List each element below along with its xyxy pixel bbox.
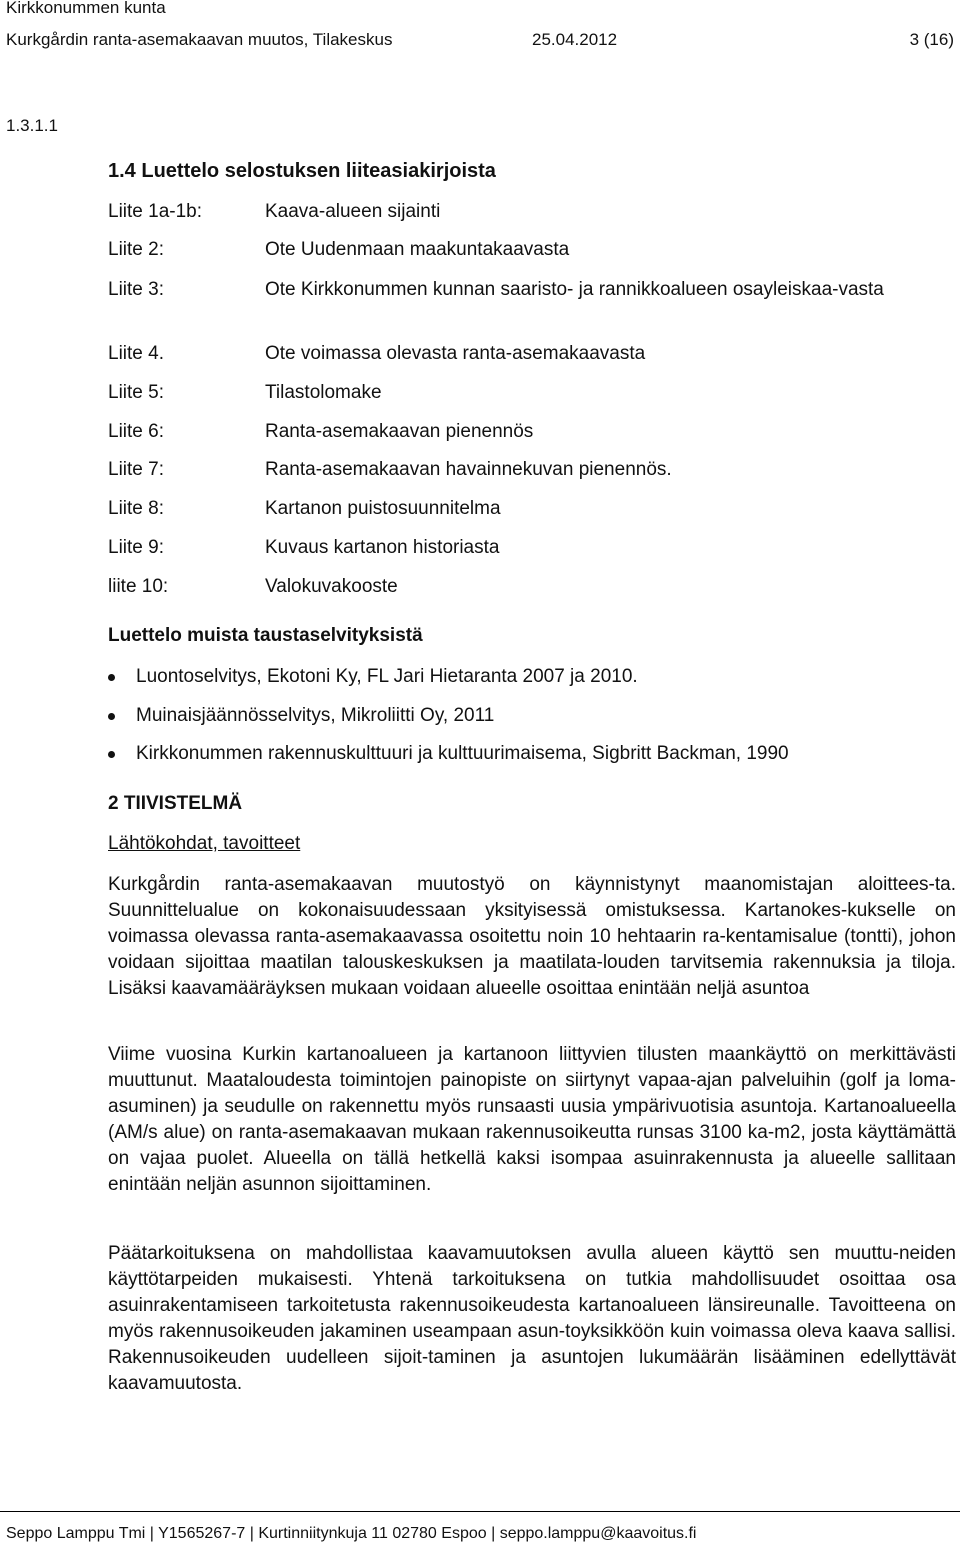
summary-heading: 2 TIIVISTELMÄ <box>108 793 243 814</box>
list-item-text: Kirkkonummen rakennuskulttuuri ja kulttuurimaisema, Sigbritt Backman, 1990 <box>136 743 789 765</box>
attachment-text: Kartanon puistosuunnitelma <box>265 498 501 519</box>
header-page-number: 3 (16) <box>909 30 954 49</box>
attachment-label: Liite 6: <box>108 421 164 442</box>
attachment-label: Liite 7: <box>108 459 164 480</box>
list-item <box>108 665 958 704</box>
attachment-text: Kaava-alueen sijainti <box>265 201 441 222</box>
summary-subheading: Lähtökohdat, tavoitteet <box>108 833 301 854</box>
footer-contact: Seppo Lamppu Tmi | Y1565267-7 | Kurtinniitynkuja 11 02780 Espoo | seppo.lamppu@kaavoitus.fi <box>6 1525 697 1542</box>
bullet-icon <box>108 713 115 720</box>
header-organization: Kirkkonummen kunta <box>6 0 166 17</box>
summary-paragraph: Viime vuosina Kurkin kartanoalueen ja kartanoon liittyvien tilusten maankäyttö on merkittävästi muuttunut. Maataloudesta toimintojen painopiste on siirtynyt vapaa-ajan palveluihin (golf ja loma-asuminen) ja seudulle on rakennettu myös runsaasti uusia ympärivuotisia asuntoja. Kartanoalueella (AM/s alue) on ranta-asemakaavan mukaan rakennusoikeutta runsas 3100 ka-m2, josta käyttämättä on vajaa puolet. Alueella on tällä hetkellä kaksi isompaa asuinrakennusta ja alueelle sallitaan enintään neljän asunnon sijoittaminen. <box>108 1044 956 1195</box>
summary-paragraph: Päätarkoituksena on mahdollistaa kaavamuutoksen avulla alueen käyttö sen muuttu-neiden käyttötarpeiden mukaisesti. Yhtenä tarkoituksena on tutkia mahdollisuudet osoittaa osa asuinrakentamiseen tarkoitetusta rakennusoikeudesta kartanoalueen länsireunalle. Tavoitteena on myös rakennusoikeuden jakaminen useampaan asun-toyksikköön kuin voimassa oleva kaava sallisi. Rakennusoikeuden uudelleen sijoit-taminen ja asuntojen lukumäärän lisääminen edellyttävät kaavamuutosta. <box>108 1243 956 1394</box>
bullet-icon <box>108 674 115 681</box>
background-studies-heading: Luettelo muista taustaselvityksistä <box>108 625 423 646</box>
background-studies-list <box>108 665 958 781</box>
list-item-text: Luontoselvitys, Ekotoni Ky, FL Jari Hietaranta 2007 ja 2010. <box>136 666 638 687</box>
section-number: 1.3.1.1 <box>6 116 58 135</box>
attachment-text: Ote Uudenmaan maakuntakaavasta <box>265 239 570 260</box>
attachment-label: Liite 8: <box>108 498 164 519</box>
header-date: 25.04.2012 <box>532 30 618 49</box>
footer-divider <box>0 1511 960 1512</box>
attachment-label: Liite 9: <box>108 537 164 558</box>
attachment-text: Ranta-asemakaavan havainnekuvan pienennös. <box>265 459 672 480</box>
attachment-label: Liite 1a-1b: <box>108 201 203 222</box>
attachments-heading: 1.4 Luettelo selostuksen liiteasiakirjoista <box>108 160 496 182</box>
attachment-text: Ote voimassa olevasta ranta-asemakaavasta <box>265 343 646 364</box>
list-item <box>108 704 958 743</box>
header-document-title: Kurkgårdin ranta-asemakaavan muutos, Tilakeskus <box>6 30 393 49</box>
summary-paragraph: Kurkgårdin ranta-asemakaavan muutostyö on käynnistynyt maanomistajan aloittees-ta. Suunnittelualue on kokonaisuudessaan yksityisessä omistuksessa. Kartanokes-kukselle on voimassa olevassa ranta-asemakaavassa osoitettu noin 10 hehtaarin ra-kentamisalue (tontti), johon voidaan sijoittaa maatilan talouskeskuksen ja maatilata-louden tarvitsemia rakennuksia ja tiloja. Lisäksi kaavamääräyksen mukaan voidaan alueelle osoittaa enintään neljä asuntoa <box>108 874 956 999</box>
list-item-text: Muinaisjäännösselvitys, Mikroliitti Oy, 2011 <box>136 704 495 726</box>
attachment-text: Ranta-asemakaavan pienennös <box>265 421 534 442</box>
attachment-text: Ote Kirkkonummen kunnan saaristo- ja rannikkoalueen osayleiskaa-vasta <box>265 279 884 300</box>
attachment-text: Kuvaus kartanon historiasta <box>265 537 500 558</box>
list-item <box>108 742 958 781</box>
attachment-label: Liite 4. <box>108 343 164 364</box>
attachment-label: Liite 5: <box>108 382 164 403</box>
attachment-text: Valokuvakooste <box>265 576 398 597</box>
bullet-icon <box>108 751 115 758</box>
attachment-text: Tilastolomake <box>265 382 382 403</box>
attachment-label: liite 10: <box>108 576 169 597</box>
attachment-label: Liite 2: <box>108 239 164 260</box>
attachment-label: Liite 3: <box>108 279 164 300</box>
